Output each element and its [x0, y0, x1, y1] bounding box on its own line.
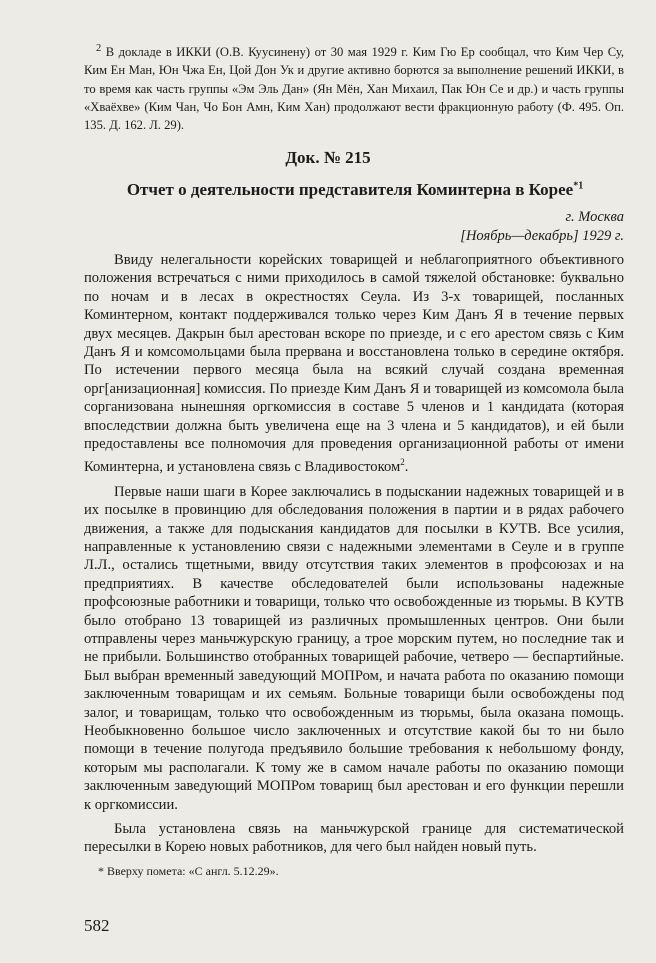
title-footnote-marker: *1	[573, 180, 584, 192]
paragraph: Была установлена связь на маньчжурской границе для систематической пересылки в Корею новых работников, для чего был найден новый путь.	[84, 821, 624, 856]
place-date	[460, 208, 624, 246]
footnote-marker: 2	[96, 43, 102, 54]
document-body	[84, 251, 624, 863]
place: г. Москва	[565, 209, 624, 225]
top-footnote	[84, 40, 624, 134]
paragraph: Первые наши шаги в Корее заключались в подыскании надежных товарищей и в их посылке в провинцию для обследования положения в партии и в рядах рабочего движения, а также для подыскания кандидатов для посылки в КУТВ. Все усилия, направленные к установлению связи с надежными элементами в Сеуле и в группе Л.Л., остались тщетными, ввиду отсутствия таких элементов в профсоюзах и на предприятиях. В качестве обследователей были использованы надежные профсоюзные работники и товарищи, только что освобожденные из тюрьмы. В КУТВ было отобрано 13 товарищей из различных промышленных центров. Они были отправлены через маньчжурскую границу, а трое морским путем, но последние так и не прибыли. Большинство отобранных товарищей рабочие, четверо — беспартийные. Был выбран временный заведующий МОПРом, и начата работа по оказанию помощи заключенным товарищам и их семьям. Больные товарищи были освобождены под залог, и товарищам, только что освобожденным из тюрьмы, была оказана помощь. Необыкновенно большое число заключенных и отсутствие какой бы то ни было помощи в течение полугода предъявило большие требования к небольшому фонду, которым мы располагали. К тому же в самом начале работы по оказанию помощи заключенным заведующий МОПРом товарищ был арестован и его функции перешли к оргкомиссии.	[84, 483, 624, 813]
note-marker: 2	[400, 457, 405, 468]
date	[460, 227, 624, 246]
bottom-footnote: * Вверху помета: «С англ. 5.12.29».	[98, 864, 279, 878]
document-title-text: Отчет о деятельности представителя Коминтерна в Корее	[126, 180, 574, 199]
paragraph: Ввиду нелегальности корейских товарищей и неблагоприятного объективного положения встречаться с ними приходилось в самой тяжелой обстановке: буквально по ночам и в лесах в окрестностях Сеула. Из 3-х товарищей, посланных Коминтерном, контакт поддерживался только через Ким Данъ Я в течение первых двух месяцев. Дакрын был арестован вскоре по приезде, и с его арестом связь с Ким Данъ Я и комсомольцами была прервана и восстановлена только в середине октября. По истечении первого месяца была на всякий случай создана временная орг[анизационная] комиссия. По приезде Ким Данъ Я и товарищей из комсомола была сорганизована нынешняя оргкомиссия в составе 5 членов и 1 кандидата (которая впоследствии должна быть увеличена еще на 3 члена и 5 кандидатов), и ей были предоставлены все полномочия для проведения организационной работы от имени Коминтерна, и установлена связь с Владивостоком$^2$.	[84, 252, 624, 476]
page-number: 582	[84, 916, 110, 935]
document-title	[60, 180, 650, 200]
document-number: Док. № 215	[285, 148, 371, 167]
paragraph-text: Ввиду нелегальности корейских товарищей и неблагоприятного объективного положения встречаться с ними приходилось в самой тяжелой обстановке: буквально по ночам и в лесах в окрестностях Сеула. Из 3-х товарищей, посланных Коминтерном, контакт поддерживался только через Ким Данъ Я в течение первых двух месяцев. Дакрын был арестован вскоре по приезде, и с его арестом связь с Ким Данъ Я и комсомольцами была прервана и восстановлена только в середине октября. По истечении первого месяца была на всякий случай создана временная орг[анизационная] комиссия. По приезде Ким Данъ Я и товарищей из комсомола была сорганизована нынешняя оргкомиссия в составе 5 членов и 1 кандидата (которая впоследствии должна быть увеличена еще на 3 члена и 5 кандидатов), и ей были предоставлены все полномочия для проведения организационной работы от имени Коминтерна, и установлена связь с Владивостоком	[84, 252, 624, 476]
date-bracket: [Ноябрь—декабрь]	[460, 228, 579, 244]
footnote-text: В докладе в ИККИ (О.В. Куусинену) от 30 мая 1929 г. Ким Гю Ер сообщал, что Ким Чер Су, Ким Ен Ман, Юн Чжа Ен, Цой Дон Ук и другие активно борются за выполнение решений ИККИ, в то время как часть группы «Эм Эль Дан» (Ян Мён, Хан Михаил, Пак Юн Се и др.) и часть группы «Хваёхве» (Ким Чан, Чо Бон Амн, Ким Хан) продолжают вести фракционную работу (Ф. 495. Оп. 135. Д. 162. Л. 29).	[84, 45, 625, 132]
date-year: 1929 г.	[578, 228, 624, 244]
